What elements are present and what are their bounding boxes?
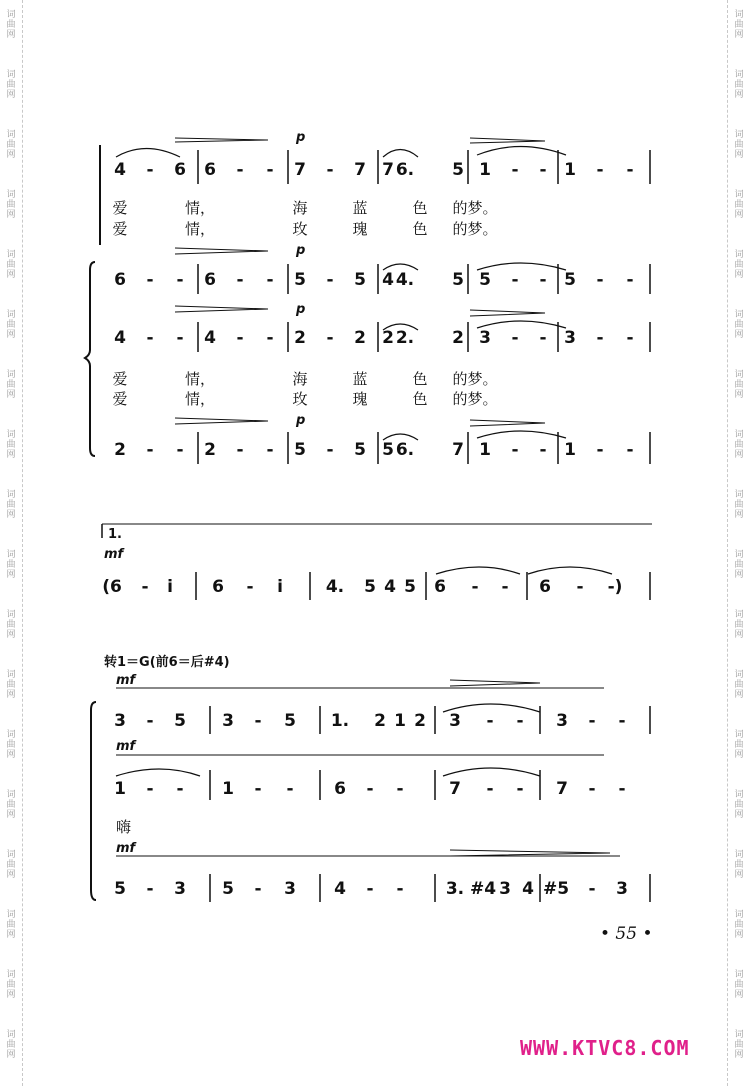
watermark-text: 词曲网 — [734, 490, 744, 520]
note: 4 — [204, 328, 216, 348]
note: - — [588, 711, 596, 731]
note: 5 — [174, 711, 186, 731]
note: - — [596, 440, 604, 460]
watermark-text: 词曲网 — [734, 850, 744, 880]
lyric-syllable: 爱 — [112, 370, 128, 388]
lyric-syllable: 玫 — [292, 220, 308, 238]
lyric-syllable: 的梦。 — [452, 220, 498, 238]
watermark-text: 词曲网 — [734, 670, 744, 700]
note: 2. — [395, 328, 415, 348]
watermark-text: 词曲网 — [734, 370, 744, 400]
note: - — [266, 328, 274, 348]
note: #4 — [469, 879, 497, 899]
note: 4. — [325, 577, 345, 597]
watermark-text: 词曲网 — [734, 730, 744, 760]
dynamic-p-bass: p — [296, 413, 306, 428]
note: 1 — [479, 440, 491, 460]
lyric-syllable: 蓝 — [352, 370, 368, 388]
note: 5 — [382, 440, 394, 460]
note: 2 — [354, 328, 366, 348]
note: 7 — [449, 779, 461, 799]
lyric-syllable: 情， — [184, 199, 216, 217]
note: 3 — [616, 879, 628, 899]
note: (6 — [102, 577, 122, 597]
note: - — [539, 440, 547, 460]
dynamic-p-tenor: p — [296, 302, 306, 317]
note: 2 — [204, 440, 216, 460]
system-1 — [85, 130, 650, 464]
voice-2-notes — [114, 779, 625, 799]
note: 6 — [212, 577, 224, 597]
note: - — [588, 779, 596, 799]
watermark-text: 词曲网 — [734, 190, 744, 220]
note: 4 — [384, 577, 396, 597]
note: - — [366, 779, 374, 799]
note: 5 — [564, 270, 576, 290]
note: 7 — [354, 160, 366, 180]
note: 1 — [564, 440, 576, 460]
note: 3 — [556, 711, 568, 731]
note: - — [618, 779, 626, 799]
watermark-text: 词曲网 — [734, 790, 744, 820]
note: 7 — [294, 160, 306, 180]
note: 3 — [499, 879, 511, 899]
note: - — [486, 711, 494, 731]
watermark-text: 词曲网 — [6, 70, 16, 100]
note: 5 — [284, 711, 296, 731]
note: - — [596, 328, 604, 348]
note: 3 — [564, 328, 576, 348]
note: i — [167, 577, 173, 597]
page-number: • 55 • — [600, 924, 653, 944]
note: 5 — [114, 879, 126, 899]
note: 6 — [114, 270, 126, 290]
note: - — [146, 711, 154, 731]
lyrics-line-2 — [112, 220, 497, 238]
note: - — [176, 328, 184, 348]
note: 2 — [452, 328, 464, 348]
note: 6 — [434, 577, 446, 597]
note: 2 — [414, 711, 426, 731]
note: 6 — [204, 270, 216, 290]
note: 5 — [404, 577, 416, 597]
note: - — [146, 160, 154, 180]
dynamic-mf-v1: mf — [116, 673, 136, 688]
note: - — [539, 328, 547, 348]
alto-notes — [114, 270, 633, 290]
lyric-syllable: 色 — [412, 370, 428, 388]
note: - — [246, 577, 254, 597]
lyric-syllable: 海 — [292, 370, 308, 388]
lyric-syllable: 海 — [292, 199, 308, 217]
note: 5 — [294, 440, 306, 460]
lyrics-line-4 — [112, 390, 497, 408]
note: 3 — [284, 879, 296, 899]
note: - — [141, 577, 149, 597]
lyric-syllable: 玫 — [292, 390, 308, 408]
note: - — [626, 440, 634, 460]
lyric-syllable: 的梦。 — [452, 390, 498, 408]
lyric-syllable: 情， — [184, 220, 216, 238]
note: - — [146, 328, 154, 348]
note: - — [236, 160, 244, 180]
watermark-text: 词曲网 — [734, 70, 744, 100]
lyric-syllable: 的梦。 — [452, 370, 498, 388]
note: - — [486, 779, 494, 799]
watermark-text: 词曲网 — [6, 610, 16, 640]
lyric-syllable: 爱 — [112, 390, 128, 408]
note: - — [146, 879, 154, 899]
watermark-text: 词曲网 — [6, 370, 16, 400]
voice-3-notes — [114, 879, 628, 899]
note: - — [501, 577, 509, 597]
watermark-text: 词曲网 — [6, 1030, 16, 1060]
note: 7 — [556, 779, 568, 799]
note: 6 — [174, 160, 186, 180]
note: - — [266, 440, 274, 460]
note: - — [326, 270, 334, 290]
watermark-text: 词曲网 — [734, 130, 744, 160]
dynamic-mf-v2: mf — [116, 739, 136, 754]
watermark-text: 词曲网 — [6, 970, 16, 1000]
watermark-text: 词曲网 — [734, 970, 744, 1000]
lyric-syllable: 情， — [184, 370, 216, 388]
watermark-text: 词曲网 — [6, 850, 16, 880]
lyric-syllable: 情， — [184, 390, 216, 408]
upper-voice-notes — [114, 160, 633, 180]
note: - — [326, 160, 334, 180]
note: - — [254, 879, 262, 899]
watermark-text: 词曲网 — [6, 10, 16, 40]
watermark-text: 词曲网 — [6, 190, 16, 220]
watermark-text: 词曲网 — [734, 250, 744, 280]
note: - — [176, 440, 184, 460]
lyric-syllable: 爱 — [112, 220, 128, 238]
voice-1-notes — [114, 711, 625, 731]
note: - — [286, 779, 294, 799]
note: - — [236, 328, 244, 348]
note: 6 — [334, 779, 346, 799]
note: 3 — [449, 711, 461, 731]
note: - — [236, 270, 244, 290]
note: - — [396, 879, 404, 899]
lyrics-line-1 — [112, 199, 497, 217]
note: 5 — [452, 160, 464, 180]
note: - — [326, 328, 334, 348]
watermark-text: 词曲网 — [734, 310, 744, 340]
note: - — [618, 711, 626, 731]
note: - — [511, 160, 519, 180]
note: - — [511, 328, 519, 348]
note: - — [588, 879, 596, 899]
note: 3 — [479, 328, 491, 348]
note: 4. — [395, 270, 415, 290]
note: 3 — [222, 711, 234, 731]
note: 1 — [394, 711, 406, 731]
lyric-syllable: 瑰 — [352, 220, 368, 238]
dynamic-p: p — [296, 130, 306, 145]
key-change: 转1＝G(前6＝后#4) — [104, 655, 230, 670]
watermark-text: 词曲网 — [6, 670, 16, 700]
note: 6 — [204, 160, 216, 180]
note: -) — [607, 577, 623, 597]
note: - — [596, 160, 604, 180]
note: 4 — [382, 270, 394, 290]
note: 2 — [382, 328, 394, 348]
note: - — [176, 779, 184, 799]
note: 6. — [395, 160, 415, 180]
note: - — [539, 270, 547, 290]
note: 4 — [522, 879, 534, 899]
lyric-syllable: 色 — [412, 220, 428, 238]
note: 2 — [294, 328, 306, 348]
system-2 — [102, 524, 652, 600]
note: - — [516, 711, 524, 731]
note: 4 — [334, 879, 346, 899]
note: 5 — [294, 270, 306, 290]
lyric-syllable: 色 — [412, 199, 428, 217]
lyric-syllable: 的梦。 — [452, 199, 498, 217]
note: - — [511, 440, 519, 460]
lyric-hai: 嗨 — [116, 818, 132, 836]
note: - — [511, 270, 519, 290]
website-watermark: WWW.KTVC8.COM — [520, 1036, 690, 1060]
note: 5 — [354, 440, 366, 460]
watermark-text: 词曲网 — [6, 790, 16, 820]
note: - — [576, 577, 584, 597]
dynamic-mf: mf — [104, 547, 124, 562]
watermark-text: 词曲网 — [6, 250, 16, 280]
lyrics-line-3 — [112, 370, 497, 388]
note: - — [146, 440, 154, 460]
system-3 — [91, 654, 650, 902]
note: - — [326, 440, 334, 460]
dynamic-mf-v3: mf — [116, 841, 136, 856]
note: 5 — [364, 577, 376, 597]
interlude-notes — [102, 577, 622, 597]
note: - — [236, 440, 244, 460]
note: - — [254, 779, 262, 799]
note: 7 — [452, 440, 464, 460]
note: 5 — [354, 270, 366, 290]
note: - — [626, 328, 634, 348]
watermark-text: 词曲网 — [734, 910, 744, 940]
note: - — [596, 270, 604, 290]
watermark-text: 词曲网 — [734, 430, 744, 460]
watermark-text: 词曲网 — [6, 310, 16, 340]
note: 1 — [479, 160, 491, 180]
bass-notes — [114, 440, 633, 460]
lyric-syllable: 瑰 — [352, 390, 368, 408]
note: - — [146, 270, 154, 290]
note: - — [366, 879, 374, 899]
note: 4 — [114, 160, 126, 180]
watermark-text: 词曲网 — [6, 910, 16, 940]
note: - — [254, 711, 262, 731]
lyric-syllable: 蓝 — [352, 199, 368, 217]
note: 4 — [114, 328, 126, 348]
watermark-text: 词曲网 — [6, 730, 16, 760]
note: 2 — [374, 711, 386, 731]
note: 6 — [539, 577, 551, 597]
note: 1 — [114, 779, 126, 799]
watermark-text: 词曲网 — [734, 610, 744, 640]
note: 1. — [330, 711, 350, 731]
note: - — [266, 160, 274, 180]
watermark-text: 词曲网 — [734, 550, 744, 580]
note: 1 — [222, 779, 234, 799]
watermark-text: 词曲网 — [6, 490, 16, 520]
note: - — [516, 779, 524, 799]
note: 1 — [564, 160, 576, 180]
note: - — [266, 270, 274, 290]
note: 6. — [395, 440, 415, 460]
note: 5 — [452, 270, 464, 290]
note: 5 — [479, 270, 491, 290]
note: 5 — [222, 879, 234, 899]
watermark-text: 词曲网 — [6, 550, 16, 580]
lyric-syllable: 爱 — [112, 199, 128, 217]
dynamic-p-alto: p — [296, 243, 306, 258]
watermark-text: 词曲网 — [734, 10, 744, 40]
tenor-notes — [114, 328, 633, 348]
note: #5 — [542, 879, 570, 899]
note: 3 — [174, 879, 186, 899]
note: 3 — [114, 711, 126, 731]
lyric-syllable: 色 — [412, 390, 428, 408]
note: - — [176, 270, 184, 290]
watermark-text: 词曲网 — [6, 430, 16, 460]
note: 7 — [382, 160, 394, 180]
note: - — [626, 270, 634, 290]
volta-1: 1. — [108, 527, 122, 542]
note: 3. — [445, 879, 465, 899]
note: - — [146, 779, 154, 799]
note: - — [396, 779, 404, 799]
note: 2 — [114, 440, 126, 460]
watermark-text: 词曲网 — [6, 130, 16, 160]
watermark-text: 词曲网 — [734, 1030, 744, 1060]
note: - — [539, 160, 547, 180]
note: i — [277, 577, 283, 597]
note: - — [471, 577, 479, 597]
note: - — [626, 160, 634, 180]
